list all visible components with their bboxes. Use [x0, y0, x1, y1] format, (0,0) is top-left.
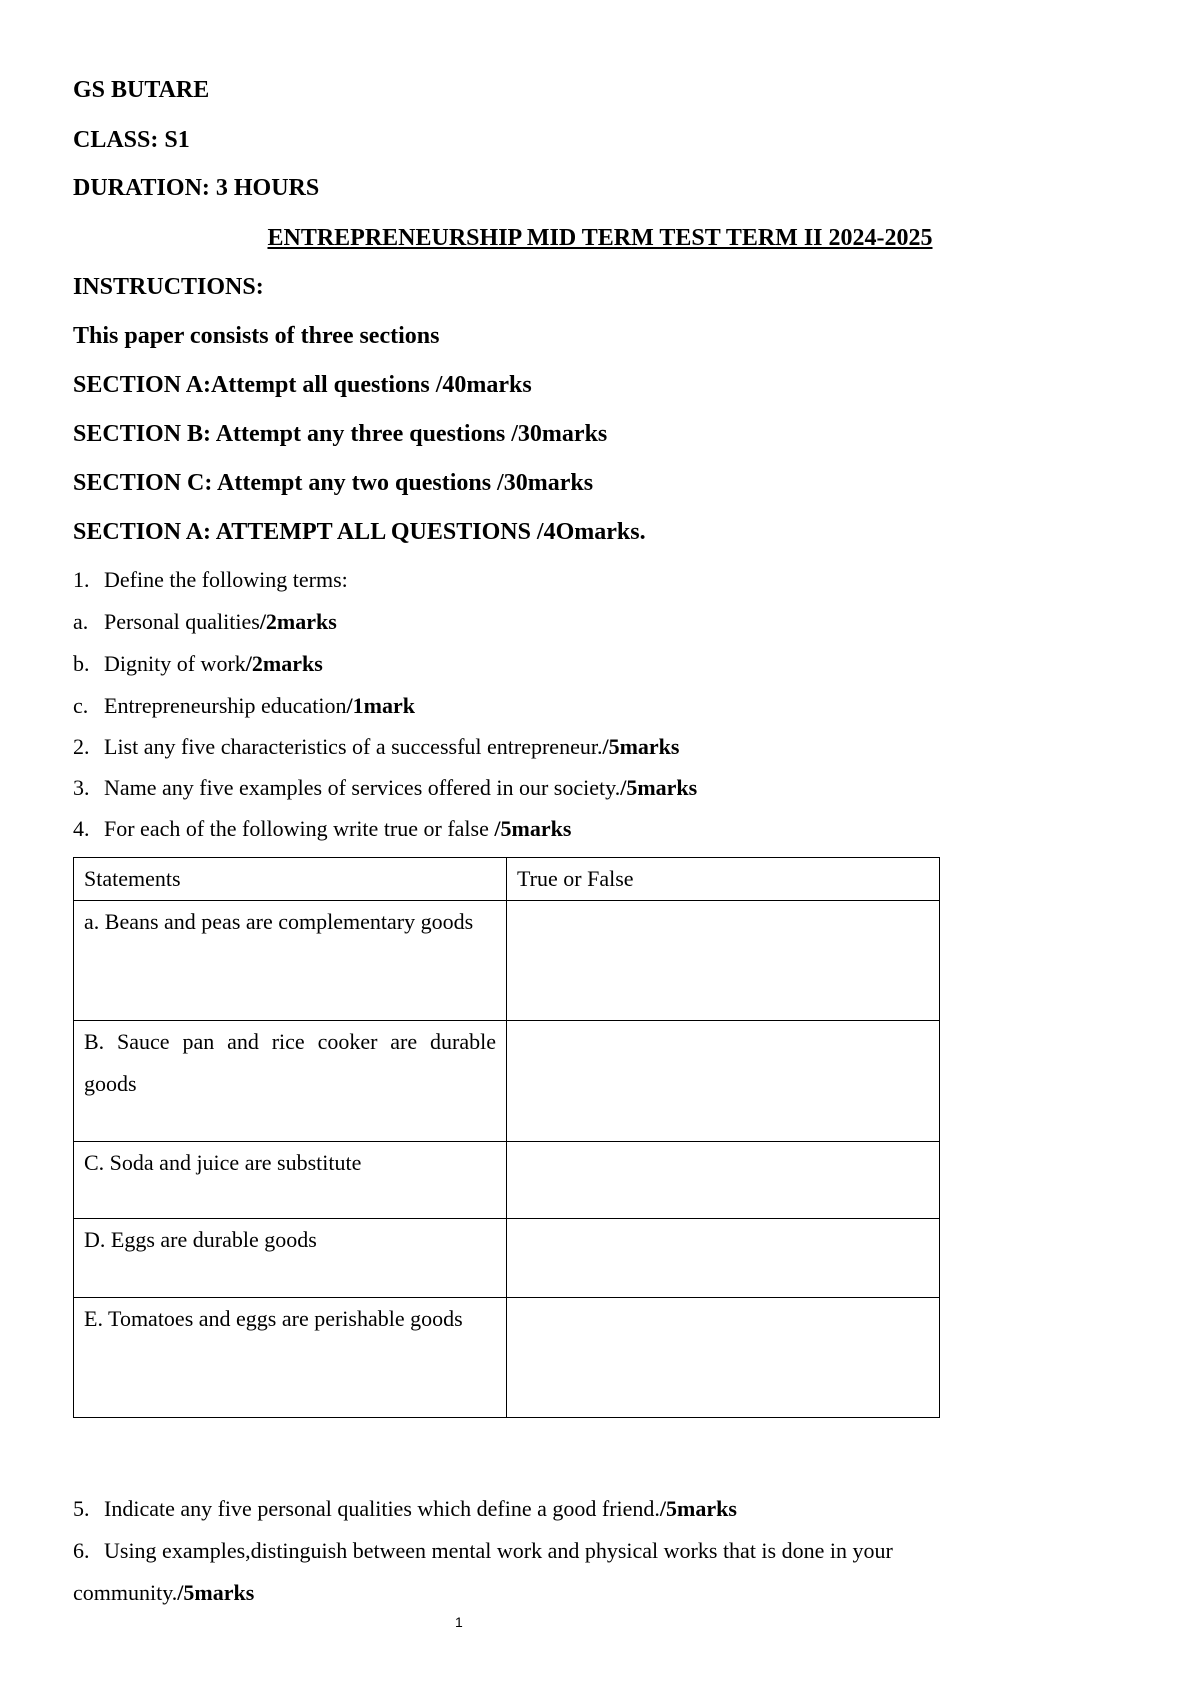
question-marks: /1mark [346, 693, 415, 718]
question-marks: /5marks [494, 816, 572, 841]
question-3 [73, 773, 697, 803]
exam-title: ENTREPRENEURSHIP MID TERM TEST TERM II 2024-2025 [267, 225, 933, 251]
instruction-section-c: SECTION C: Attempt any two questions /30marks [73, 470, 594, 496]
question-6 [73, 1536, 893, 1566]
question-text: Indicate any five personal qualities which define a good friend. [104, 1496, 660, 1521]
question-4 [73, 814, 571, 844]
question-text: For each of the following write true or false [104, 816, 495, 841]
answer-cell[interactable] [507, 901, 940, 1021]
question-1b [73, 649, 323, 679]
question-marks: /2marks [259, 609, 337, 634]
question-number: 1. [73, 567, 90, 592]
question-5 [73, 1494, 737, 1524]
question-marks: /5marks [620, 775, 698, 800]
statement-cell: D. Eggs are durable goods [74, 1219, 507, 1298]
answer-cell[interactable] [507, 1021, 940, 1142]
table-row [74, 1298, 940, 1418]
class-label: CLASS: S1 [73, 127, 190, 153]
question-number: 5. [73, 1496, 90, 1521]
question-text: Personal qualities [104, 609, 260, 634]
table-row [74, 901, 940, 1021]
question-text: Using examples,distinguish between mental work and physical works that is done in your [104, 1538, 893, 1563]
question-number: 2. [73, 734, 90, 759]
question-text: Define the following terms: [104, 567, 348, 592]
table-header-row [74, 858, 940, 901]
question-text: List any five characteristics of a successful entrepreneur. [104, 734, 603, 759]
statement-cell: E. Tomatoes and eggs are perishable goods [74, 1298, 507, 1418]
page-number: 1 [455, 1614, 463, 1630]
question-number: 6. [73, 1538, 90, 1563]
question-text: Entrepreneurship education [104, 693, 347, 718]
true-false-table [73, 857, 940, 1418]
instructions-heading: INSTRUCTIONS: [73, 274, 264, 300]
answer-cell[interactable] [507, 1142, 940, 1219]
question-marks: /5marks [602, 734, 680, 759]
question-1 [73, 565, 348, 595]
statement-cell: a. Beans and peas are complementary goods [74, 901, 507, 1021]
question-text: Dignity of work [104, 651, 246, 676]
question-number: a. [73, 609, 89, 634]
statement-cell: C. Soda and juice are substitute [74, 1142, 507, 1219]
question-number: 3. [73, 775, 90, 800]
answer-cell[interactable] [507, 1219, 940, 1298]
question-number: 4. [73, 816, 90, 841]
question-1c [73, 691, 415, 721]
question-text: Name any five examples of services offered in our society. [104, 775, 621, 800]
question-number: c. [73, 693, 89, 718]
school-name: GS BUTARE [73, 77, 210, 103]
statement-cell: B. Sauce pan and rice cooker are durable goods [74, 1021, 507, 1142]
instructions-intro: This paper consists of three sections [73, 323, 440, 349]
duration-label: DURATION: 3 HOURS [73, 175, 320, 201]
question-marks: /5marks [659, 1496, 737, 1521]
question-2 [73, 732, 679, 762]
question-marks: /5marks [177, 1580, 255, 1605]
question-1a [73, 607, 337, 637]
table-row [74, 1219, 940, 1298]
table-row [74, 1142, 940, 1219]
instruction-section-b: SECTION B: Attempt any three questions /30marks [73, 421, 608, 447]
instruction-section-a: SECTION A:Attempt all questions /40marks [73, 372, 532, 398]
header-statements: Statements [74, 858, 507, 901]
question-text: community. [73, 1580, 178, 1605]
answer-cell[interactable] [507, 1298, 940, 1418]
header-true-false: True or False [507, 858, 940, 901]
question-6-continuation [73, 1578, 254, 1608]
table-row [74, 1021, 940, 1142]
section-a-heading: SECTION A: ATTEMPT ALL QUESTIONS /4Omarks. [73, 519, 646, 545]
question-marks: /2marks [245, 651, 323, 676]
question-number: b. [73, 651, 90, 676]
